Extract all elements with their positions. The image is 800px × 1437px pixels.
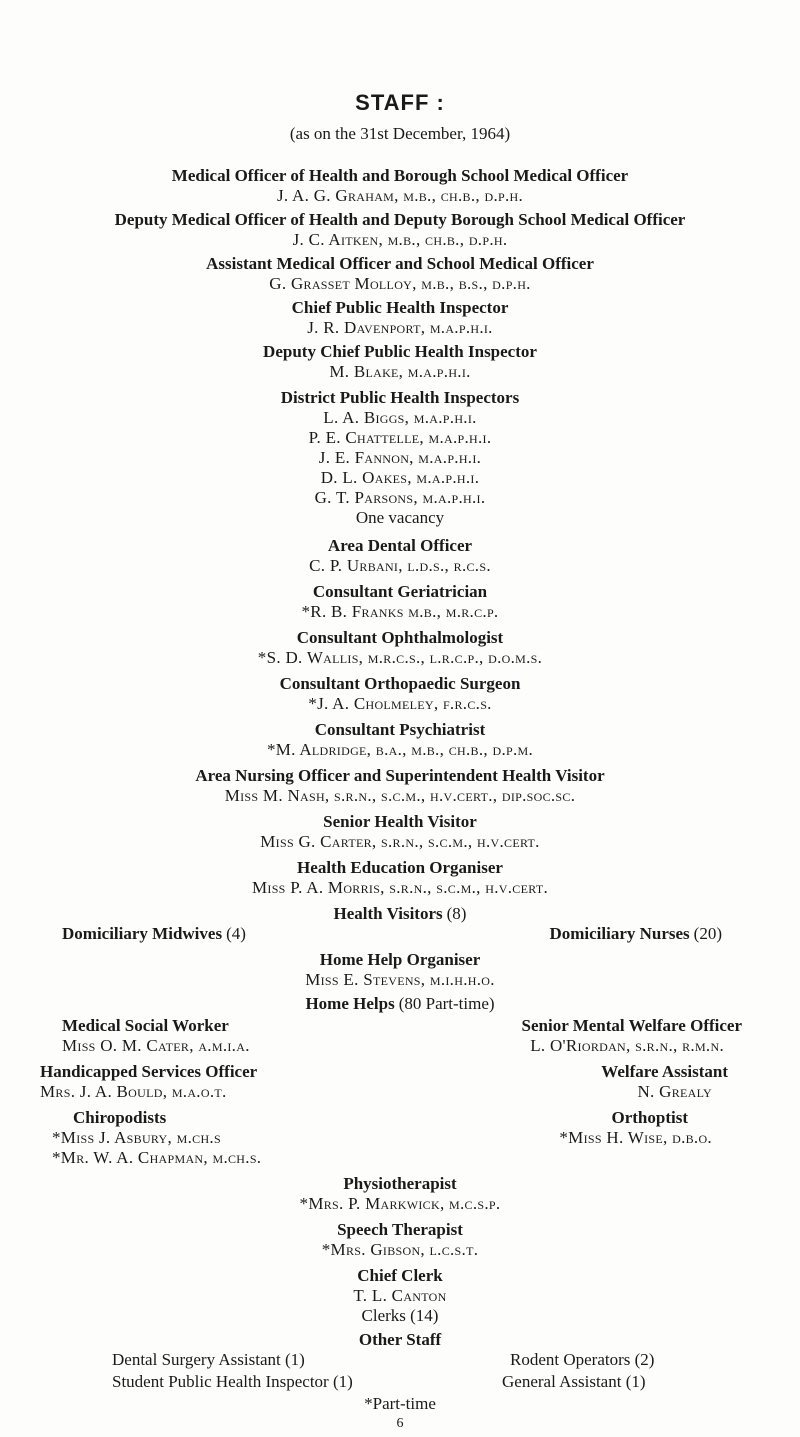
section-heading: Consultant Orthopaedic Surgeon <box>279 674 521 693</box>
section-heading: Other Staff <box>358 1330 442 1349</box>
staff-name: D. L. Oakes, m.a.p.h.i. <box>320 468 480 487</box>
staff-name: Miss P. A. Morris, s.r.n., s.c.m., h.v.cert. <box>252 878 548 897</box>
welfare-assistant-heading: Welfare Assistant <box>601 1062 728 1081</box>
social-worker-heading: Medical Social Worker <box>62 1016 229 1035</box>
other-staff-item: Dental Surgery Assistant (1) <box>112 1350 305 1369</box>
midwives-line <box>62 924 246 944</box>
staff-name: *S. D. Wallis, m.r.c.s., l.r.c.p., d.o.m.s. <box>257 648 543 667</box>
footnote: *Part-time <box>364 1394 436 1413</box>
section-heading: Consultant Psychiatrist <box>314 720 486 739</box>
staff-name: *R. B. Franks m.b., m.r.c.p. <box>301 602 499 621</box>
staff-name: L. A. Biggs, m.a.p.h.i. <box>323 408 477 427</box>
staff-name: *Miss J. Asbury, m.ch.s <box>52 1128 221 1147</box>
staff-name: T. L. Canton <box>353 1286 447 1305</box>
staff-name: *J. A. Cholmeley, f.r.c.s. <box>308 694 492 713</box>
midwives-count: (4) <box>226 924 246 943</box>
staff-name: P. E. Chattelle, m.a.p.h.i. <box>308 428 492 447</box>
page-number: 6 <box>396 1416 404 1431</box>
nurses-label: Domiciliary Nurses <box>549 924 690 943</box>
section-heading: Medical Officer of Health and Borough School Medical Officer <box>171 166 629 185</box>
home-helps-label: Home Helps <box>305 994 395 1013</box>
other-staff-item: Student Public Health Inspector (1) <box>112 1372 353 1391</box>
staff-name: C. P. Urbani, l.d.s., r.c.s. <box>309 556 491 575</box>
nurses-count: (20) <box>693 924 722 943</box>
vacancy-note: One vacancy <box>355 508 445 527</box>
section-heading: Senior Health Visitor <box>323 812 477 831</box>
orthoptist-heading: Orthoptist <box>611 1108 688 1127</box>
staff-name: Miss M. Nash, s.r.n., s.c.m., h.v.cert., dip.soc.sc. <box>224 786 576 805</box>
mental-welfare-heading: Senior Mental Welfare Officer <box>521 1016 742 1035</box>
social-worker-name: Miss O. M. Cater, a.m.i.a. <box>62 1036 250 1055</box>
handicapped-name: Mrs. J. A. Bould, m.a.o.t. <box>40 1082 227 1101</box>
section-heading: District Public Health Inspectors <box>280 388 520 407</box>
welfare-assistant-name: N. Grealy <box>637 1082 712 1101</box>
health-visitors-count: (8) <box>446 904 467 923</box>
staff-name: Miss G. Carter, s.r.n., s.c.m., h.v.cert. <box>260 832 540 851</box>
section-heading: Physiotherapist <box>343 1174 457 1193</box>
section-heading: Chief Clerk <box>357 1266 443 1285</box>
handicapped-heading: Handicapped Services Officer <box>40 1062 258 1081</box>
staff-name: *M. Aldridge, b.a., m.b., ch.b., d.p.m. <box>266 740 534 759</box>
section-heading: Area Nursing Officer and Superintendent Health Visitor <box>195 766 605 785</box>
staff-name: J. C. Aitken, m.b., ch.b., d.p.h. <box>292 230 508 249</box>
section-heading: Area Dental Officer <box>327 536 473 555</box>
staff-name: Miss E. Stevens, m.i.h.h.o. <box>305 970 495 989</box>
home-helps-count: (80 Part-time) <box>398 994 495 1013</box>
staff-name: J. E. Fannon, m.a.p.h.i. <box>318 448 482 467</box>
staff-name: *Mrs. Gibson, l.c.s.t. <box>321 1240 479 1259</box>
health-visitors-label: Health Visitors <box>333 904 443 923</box>
staff-name: G. Grasset Molloy, m.b., b.s., d.p.h. <box>269 274 531 293</box>
section-heading: Assistant Medical Officer and School Medical Officer <box>206 254 594 273</box>
staff-name: G. T. Parsons, m.a.p.h.i. <box>314 488 486 507</box>
section-heading: Consultant Geriatrician <box>312 582 488 601</box>
page-subtitle: (as on the 31st December, 1964) <box>289 124 511 143</box>
chiropodists-heading: Chiropodists <box>73 1108 167 1127</box>
section-heading: Chief Public Health Inspector <box>291 298 509 317</box>
section-heading: Speech Therapist <box>337 1220 463 1239</box>
staff-name: J. R. Davenport, m.a.p.h.i. <box>307 318 493 337</box>
other-staff-item: Rodent Operators (2) <box>510 1350 655 1369</box>
midwives-label: Domiciliary Midwives <box>62 924 223 943</box>
other-staff-item: General Assistant (1) <box>502 1372 646 1391</box>
nurses-line <box>549 924 722 944</box>
page-title: STAFF : <box>355 90 445 115</box>
section-heading: Deputy Chief Public Health Inspector <box>263 342 537 361</box>
section-heading: Deputy Medical Officer of Health and Deputy Borough School Medical Officer <box>114 210 686 229</box>
section-heading: Home Help Organiser <box>319 950 481 969</box>
staff-name: M. Blake, m.a.p.h.i. <box>329 362 471 381</box>
clerks-line: Clerks (14) <box>361 1306 439 1325</box>
staff-name: J. A. G. Graham, m.b., ch.b., d.p.h. <box>276 186 524 205</box>
staff-name: *Mrs. P. Markwick, m.c.s.p. <box>299 1194 501 1213</box>
mental-welfare-name: L. O'Riordan, s.r.n., r.m.n. <box>530 1036 724 1055</box>
section-heading: Consultant Ophthalmologist <box>296 628 504 647</box>
staff-name: *Mr. W. A. Chapman, m.ch.s. <box>52 1148 262 1167</box>
section-heading: Health Education Organiser <box>297 858 503 877</box>
health-visitors-line <box>0 904 800 924</box>
orthoptist-name: *Miss H. Wise, d.b.o. <box>559 1128 712 1147</box>
home-helps-line <box>0 994 800 1014</box>
